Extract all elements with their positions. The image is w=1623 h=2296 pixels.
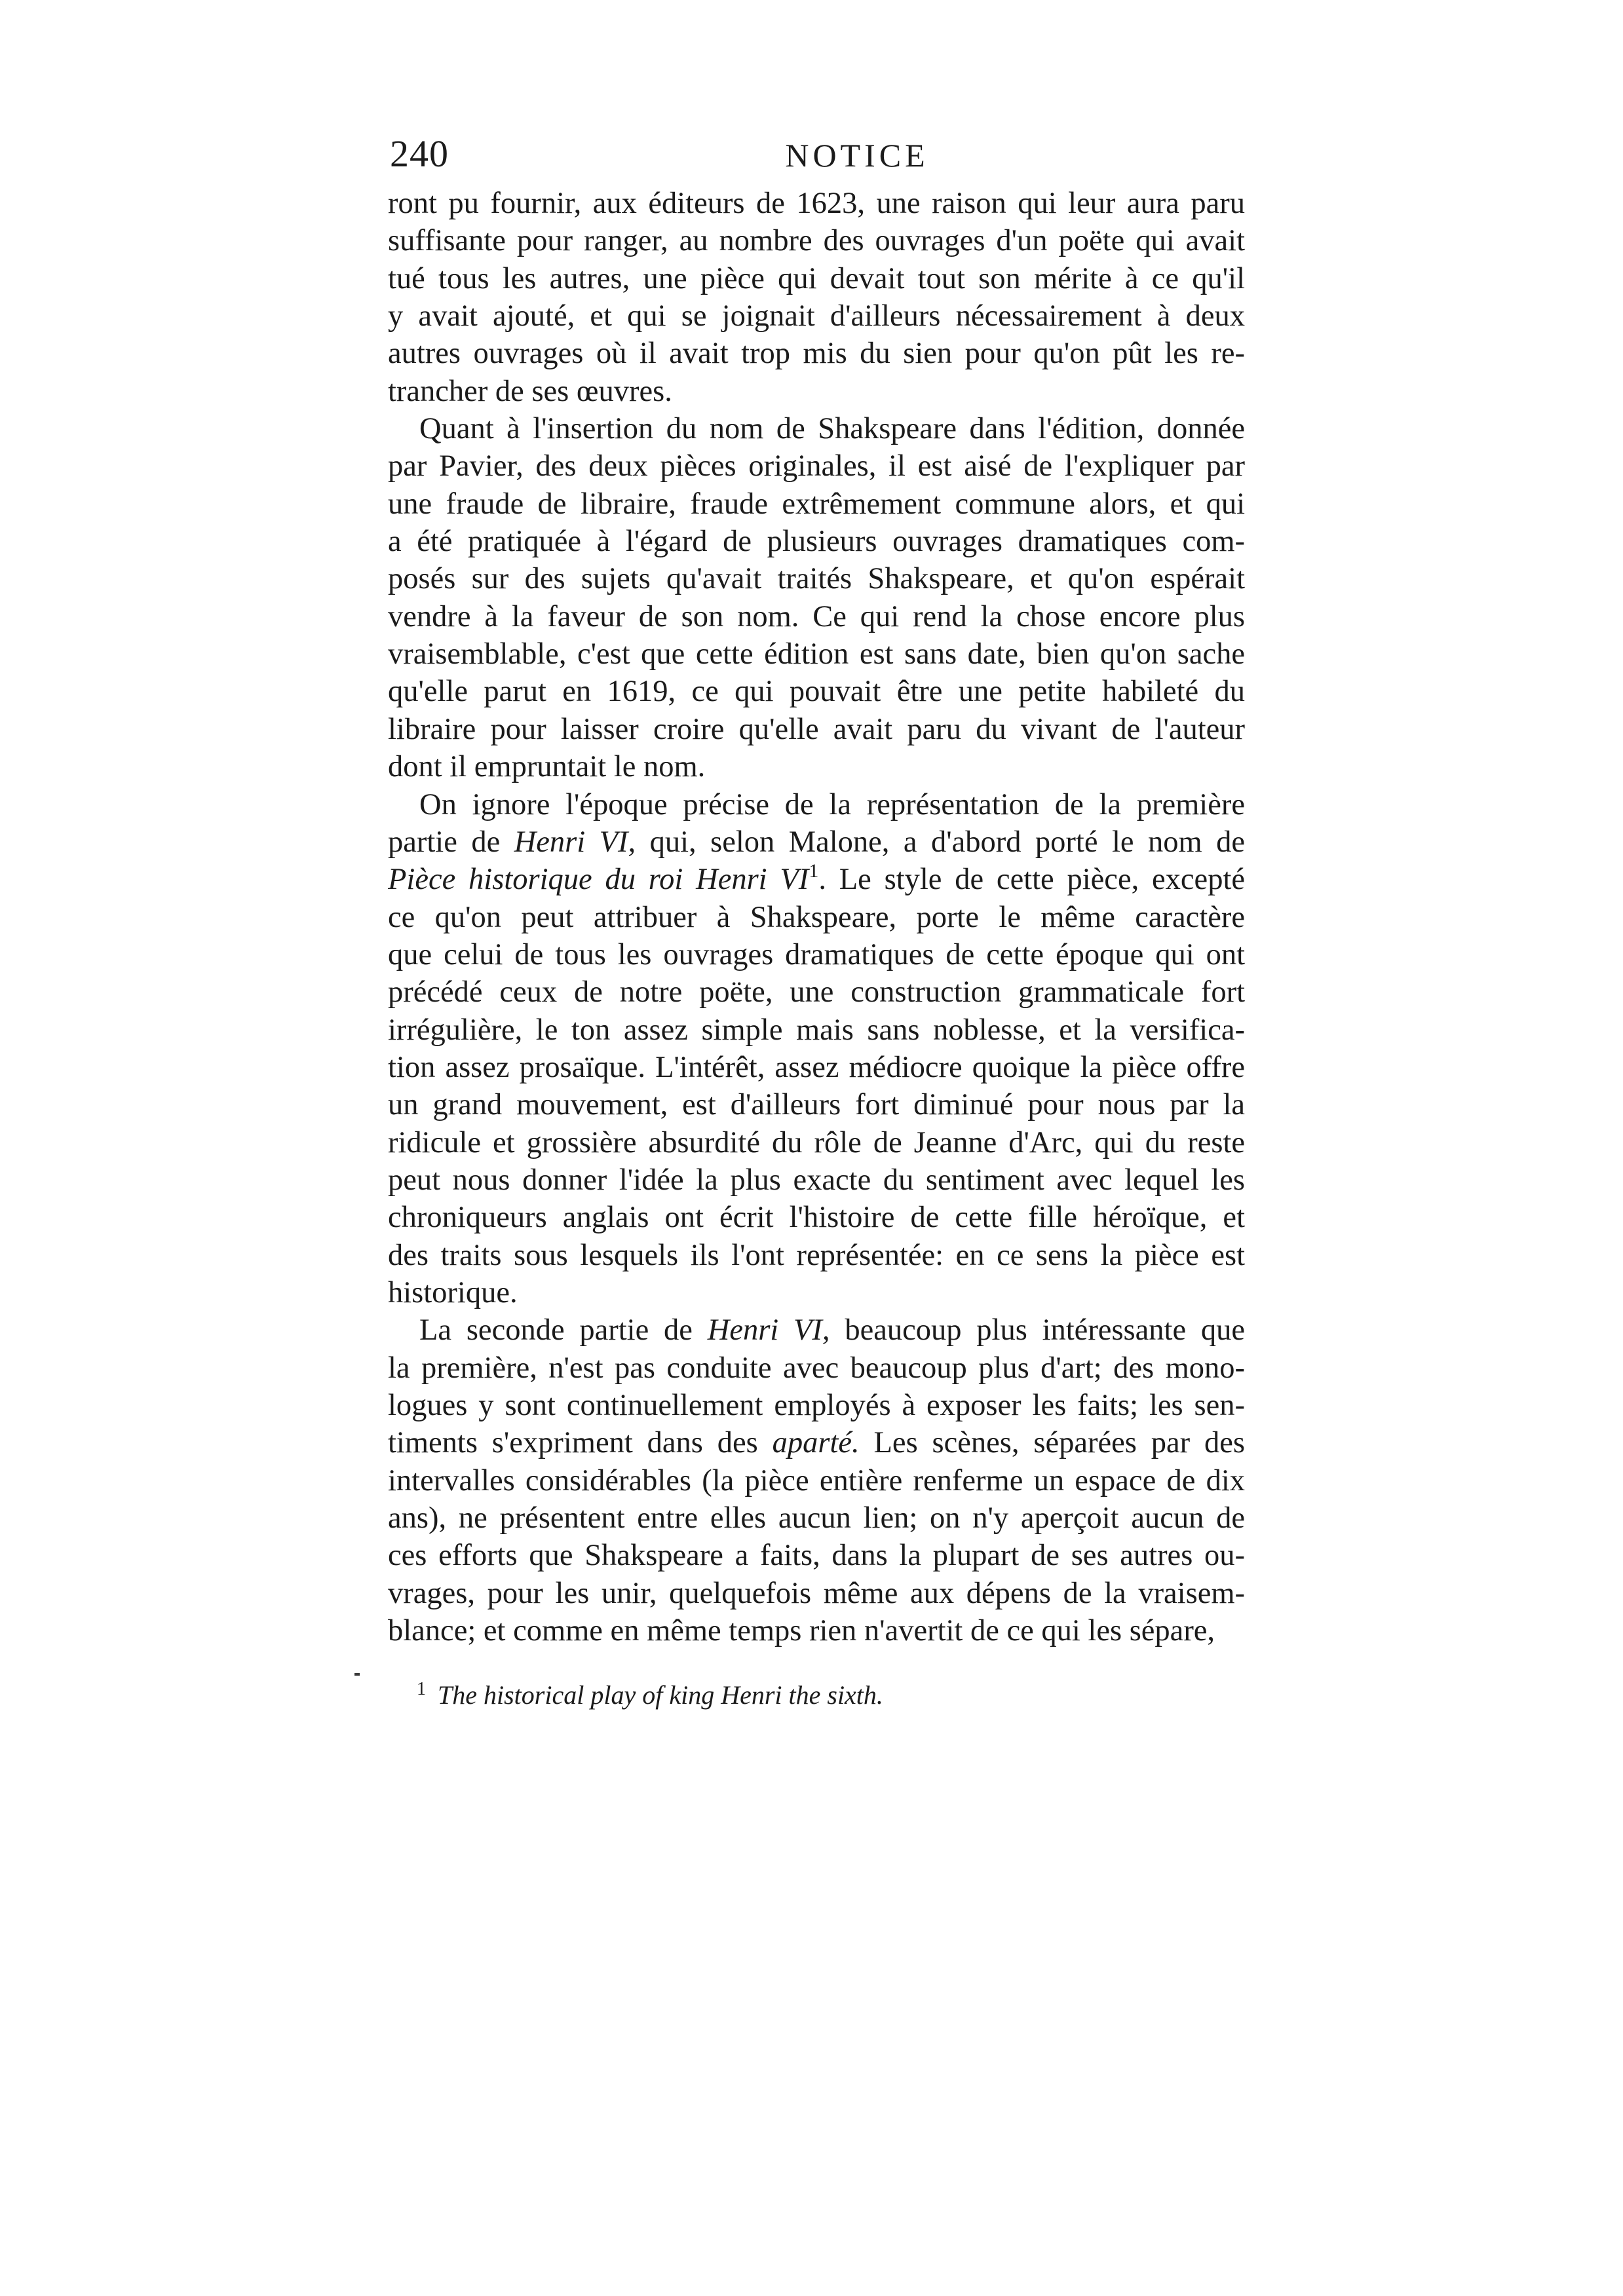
footnote-text: The historical play of king Henri the sixth. — [438, 1680, 883, 1710]
text-segment: la première, n'est pas conduite avec beaucoup plus d'art; des mono- — [388, 1351, 1245, 1385]
text-line — [388, 1011, 1245, 1049]
text-segment: ce qu'on peut attribuer à Shakspeare, porte le même caractère — [388, 900, 1245, 934]
text-segment: Pièce historique du roi Henri VI — [388, 863, 809, 897]
footnote — [417, 1678, 1203, 1712]
text-segment: autres ouvrages où il avait trop mis du sien pour qu'on pût les re- — [388, 337, 1245, 371]
text-line — [388, 1612, 1245, 1649]
text-segment: Henri VI, — [514, 825, 636, 859]
paragraph — [388, 1311, 1245, 1649]
text-segment: historique. — [388, 1275, 518, 1309]
text-line — [388, 711, 1245, 748]
text-line — [388, 485, 1245, 523]
text-segment: ces efforts que Shakspeare a faits, dans la plupart de ses autres ou- — [388, 1539, 1245, 1573]
text-segment: qu'elle parut en 1619, ce qui pouvait être une petite habileté du — [388, 675, 1245, 709]
text-line — [388, 1199, 1245, 1236]
text-segment: précédé ceux de notre poëte, une construction grammaticale fort — [388, 975, 1245, 1009]
text-line — [388, 748, 1245, 785]
text-segment: ront pu fournir, aux éditeurs de 1623, une raison qui leur aura paru — [388, 187, 1245, 220]
text-segment: posés sur des sujets qu'avait traités Shakspeare, et qu'on espérait — [388, 562, 1245, 596]
page-header — [390, 131, 1242, 183]
text-line — [388, 899, 1245, 936]
text-line — [388, 1237, 1245, 1274]
text-segment: tué tous les autres, une pièce qui devait tout son mérite à ce qu'il — [388, 261, 1245, 295]
text-line — [388, 786, 1245, 823]
text-segment: beaucoup plus intéressante que — [830, 1313, 1245, 1347]
text-segment: Quant à l'insertion du nom de Shakspeare dans l'édition, donnée — [419, 412, 1245, 446]
text-line — [388, 598, 1245, 635]
text-line — [388, 635, 1245, 673]
text-segment: par Pavier, des deux pièces originales, il est aisé de l'expliquer par — [388, 449, 1245, 483]
text-line — [388, 1499, 1245, 1537]
text-segment: vrages, pour les unir, quelquefois même aux dépens de la vraisem- — [388, 1576, 1245, 1610]
text-segment: trancher de ses œuvres. — [388, 374, 672, 408]
paragraph — [388, 786, 1245, 1312]
text-line — [388, 973, 1245, 1011]
text-line — [388, 1274, 1245, 1311]
text-line — [388, 673, 1245, 710]
text-line — [388, 523, 1245, 560]
paragraph — [388, 185, 1245, 410]
text-segment: Henri VI, — [707, 1313, 830, 1347]
text-segment: partie de — [388, 825, 514, 859]
text-segment: logues y sont continuellement employés à exposer les faits; les sen- — [388, 1389, 1245, 1422]
text-segment: intervalles considérables (la pièce entière renferme un espace de dix — [388, 1463, 1245, 1497]
text-segment: Les scènes, séparées par des — [859, 1426, 1245, 1460]
text-line — [388, 1161, 1245, 1199]
paragraph — [388, 410, 1245, 785]
text-line — [388, 861, 1245, 898]
text-segment: libraire pour laisser croire qu'elle avait paru du vivant de l'auteur — [388, 712, 1245, 746]
text-line — [388, 936, 1245, 973]
text-line — [388, 1311, 1245, 1349]
text-segment: La seconde partie de — [419, 1313, 708, 1347]
text-line — [388, 185, 1245, 222]
text-line — [388, 1049, 1245, 1086]
text-line — [388, 1349, 1245, 1387]
text-line — [388, 1537, 1245, 1574]
text-segment: une fraude de libraire, fraude extrêmement commune alors, et qui — [388, 487, 1245, 521]
text-segment: ans), ne présentent entre elles aucun lien; on n'y aperçoit aucun de — [388, 1501, 1245, 1535]
text-segment: des traits sous lesquels ils l'ont représentée: en ce sens la pièce est — [388, 1238, 1245, 1272]
text-segment: tion assez prosaïque. L'intérêt, assez médiocre quoique la pièce offre — [388, 1050, 1245, 1084]
footnote-number: 1 — [417, 1679, 426, 1699]
text-line — [388, 1086, 1245, 1123]
text-line — [388, 335, 1245, 372]
text-segment: peut nous donner l'idée la plus exacte du sentiment avec lequel les — [388, 1163, 1245, 1197]
body-text — [388, 185, 1245, 1649]
text-segment: ridicule et grossière absurdité du rôle de Jeanne d'Arc, qui du reste — [388, 1125, 1245, 1159]
text-line — [388, 560, 1245, 597]
text-segment: suffisante pour ranger, au nombre des ouvrages d'un poëte qui avait — [388, 224, 1245, 258]
text-segment: vendre à la faveur de son nom. Ce qui rend la chose encore plus — [388, 599, 1245, 633]
text-segment: a été pratiquée à l'égard de plusieurs ouvrages dramatiques com- — [388, 525, 1245, 559]
text-line — [388, 1387, 1245, 1424]
text-segment: qui, selon Malone, a d'abord porté le nom de — [636, 825, 1245, 859]
text-segment: blance; et comme en même temps rien n'avertit de ce qui les sépare, — [388, 1614, 1215, 1648]
text-line — [388, 1575, 1245, 1612]
text-line — [388, 1462, 1245, 1499]
text-segment: chroniqueurs anglais ont écrit l'histoire de cette fille héroïque, et — [388, 1201, 1245, 1235]
text-segment: timents s'expriment dans des — [388, 1426, 773, 1460]
text-segment: aparté. — [772, 1426, 860, 1460]
text-segment: . Le style de cette pièce, excepté — [818, 863, 1245, 897]
page-number: 240 — [390, 132, 449, 175]
text-line — [388, 260, 1245, 297]
text-segment: dont il empruntait le nom. — [388, 750, 706, 784]
text-line — [388, 297, 1245, 335]
text-line — [388, 1124, 1245, 1161]
text-segment: vraisemblable, c'est que cette édition est sans date, bien qu'on sache — [388, 637, 1245, 671]
text-line — [388, 823, 1245, 861]
text-line — [388, 410, 1245, 447]
text-line — [388, 373, 1245, 410]
text-segment: On ignore l'époque précise de la représentation de la première — [419, 787, 1245, 821]
text-segment: un grand mouvement, est d'ailleurs fort diminué pour nous par la — [388, 1088, 1245, 1122]
text-line — [388, 1424, 1245, 1461]
stray-ink-mark — [354, 1673, 360, 1676]
text-segment: que celui de tous les ouvrages dramatiques de cette époque qui ont — [388, 937, 1245, 971]
footnote-reference: 1 — [809, 861, 819, 882]
running-title: NOTICE — [785, 137, 929, 174]
text-segment: y avait ajouté, et qui se joignait d'ailleurs nécessairement à deux — [388, 299, 1245, 333]
text-segment: irrégulière, le ton assez simple mais sans noblesse, et la versifica- — [388, 1013, 1245, 1047]
text-line — [388, 447, 1245, 485]
text-line — [388, 222, 1245, 259]
